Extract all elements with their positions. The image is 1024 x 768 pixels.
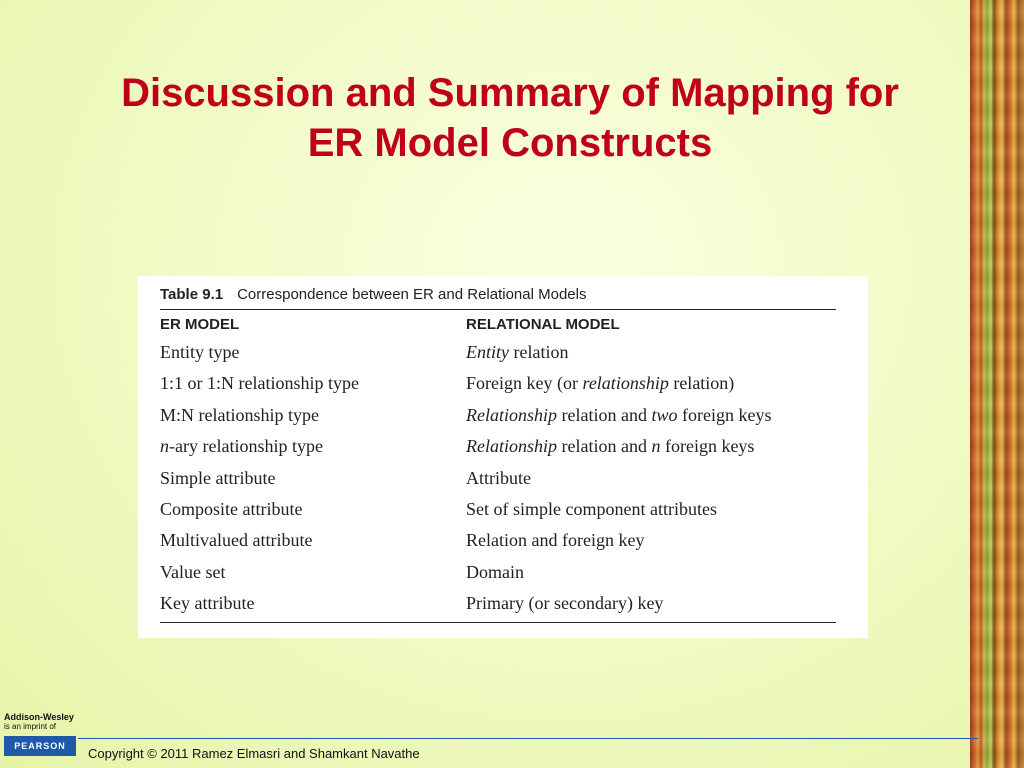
column-header-er-model: ER MODEL: [160, 316, 240, 333]
er-model-cell-text: Multivalued attribute: [160, 530, 313, 551]
er-model-cell: [160, 436, 323, 457]
relational-model-cell-text: relation): [668, 373, 735, 394]
relational-model-cell: [466, 593, 663, 614]
er-model-cell-text: Key attribute: [160, 593, 255, 614]
er-model-cell-text: Simple attribute: [160, 467, 276, 488]
relational-model-cell-text: two: [651, 404, 678, 425]
table-row: [160, 468, 836, 499]
relational-model-cell-text: n: [651, 436, 661, 457]
table-bottom-rule: [160, 622, 836, 623]
relational-model-cell-text: Foreign key (or: [466, 373, 583, 394]
er-model-cell: [160, 499, 302, 520]
relational-model-cell: [466, 562, 524, 583]
relational-model-cell-text: relationship: [582, 373, 669, 394]
publisher-logo: [4, 712, 76, 756]
relational-model-cell-text: Domain: [466, 561, 524, 582]
table-row: [160, 342, 836, 373]
slide-title: [40, 68, 980, 168]
er-model-cell-text: Entity type: [160, 342, 240, 362]
publisher-name: Addison-Wesley: [4, 712, 74, 722]
relational-model-cell-text: Relation and foreign key: [466, 530, 645, 551]
table-figure: [138, 276, 868, 638]
table-row: [160, 373, 836, 404]
table-row: [160, 530, 836, 561]
er-model-cell: [160, 373, 359, 394]
relational-model-cell-text: Relationship: [466, 404, 557, 425]
publisher-imprint: is an imprint of: [4, 722, 57, 731]
table-row: [160, 405, 836, 436]
pearson-logo: PEARSON: [4, 736, 76, 756]
er-model-cell: [160, 562, 225, 583]
table-row: [160, 562, 836, 593]
relational-model-cell-text: Attribute: [466, 467, 531, 488]
relational-model-cell: [466, 530, 644, 551]
relational-model-cell: [466, 468, 531, 489]
er-model-cell: [160, 530, 312, 551]
er-model-cell-text: Composite attribute: [160, 498, 303, 519]
relational-model-cell-text: relation and: [557, 404, 652, 425]
relational-model-cell-text: Set of simple component attributes: [466, 498, 717, 519]
relational-model-cell-text: relation and: [557, 436, 652, 457]
relational-model-cell-text: relation: [509, 342, 569, 362]
table-row: [160, 499, 836, 530]
table-row: [160, 436, 836, 467]
table-number: Table 9.1: [160, 286, 224, 303]
relational-model-cell-text: foreign keys: [660, 436, 755, 457]
table-caption: [160, 286, 586, 303]
table-row: [160, 593, 836, 624]
er-model-cell: [160, 593, 254, 614]
relational-model-cell: [466, 405, 771, 426]
relational-model-cell: [466, 342, 568, 363]
er-model-cell-text: -ary relationship type: [169, 436, 323, 457]
relational-model-cell-text: foreign keys: [677, 404, 772, 425]
relational-model-cell: [466, 499, 717, 520]
er-model-cell: [160, 405, 319, 426]
table-caption-text: Correspondence between ER and Relational Models: [237, 286, 587, 303]
table-top-rule: [160, 309, 836, 310]
title-line-2: ER Model Constructs: [307, 121, 713, 165]
relational-model-cell: [466, 436, 754, 457]
footer-divider: [78, 738, 978, 739]
title-line-1: Discussion and Summary of Mapping for: [121, 71, 899, 115]
table-body: [160, 342, 836, 625]
relational-model-cell-text: Entity: [466, 342, 509, 362]
er-model-cell-text: Value set: [160, 561, 226, 582]
relational-model-cell-text: Primary (or secondary) key: [466, 593, 664, 614]
er-model-cell: [160, 468, 275, 489]
relational-model-cell: [466, 373, 734, 394]
er-model-cell-text: 1:1 or 1:N relationship type: [160, 373, 359, 394]
copyright-text: Copyright © 2011 Ramez Elmasri and Shamkant Navathe: [88, 746, 420, 761]
relational-model-cell-text: Relationship: [466, 436, 557, 457]
column-header-relational-model: RELATIONAL MODEL: [466, 316, 620, 333]
er-model-cell-text: M:N relationship type: [160, 404, 319, 425]
er-model-cell-text: n: [160, 436, 169, 457]
er-model-cell: [160, 342, 240, 363]
